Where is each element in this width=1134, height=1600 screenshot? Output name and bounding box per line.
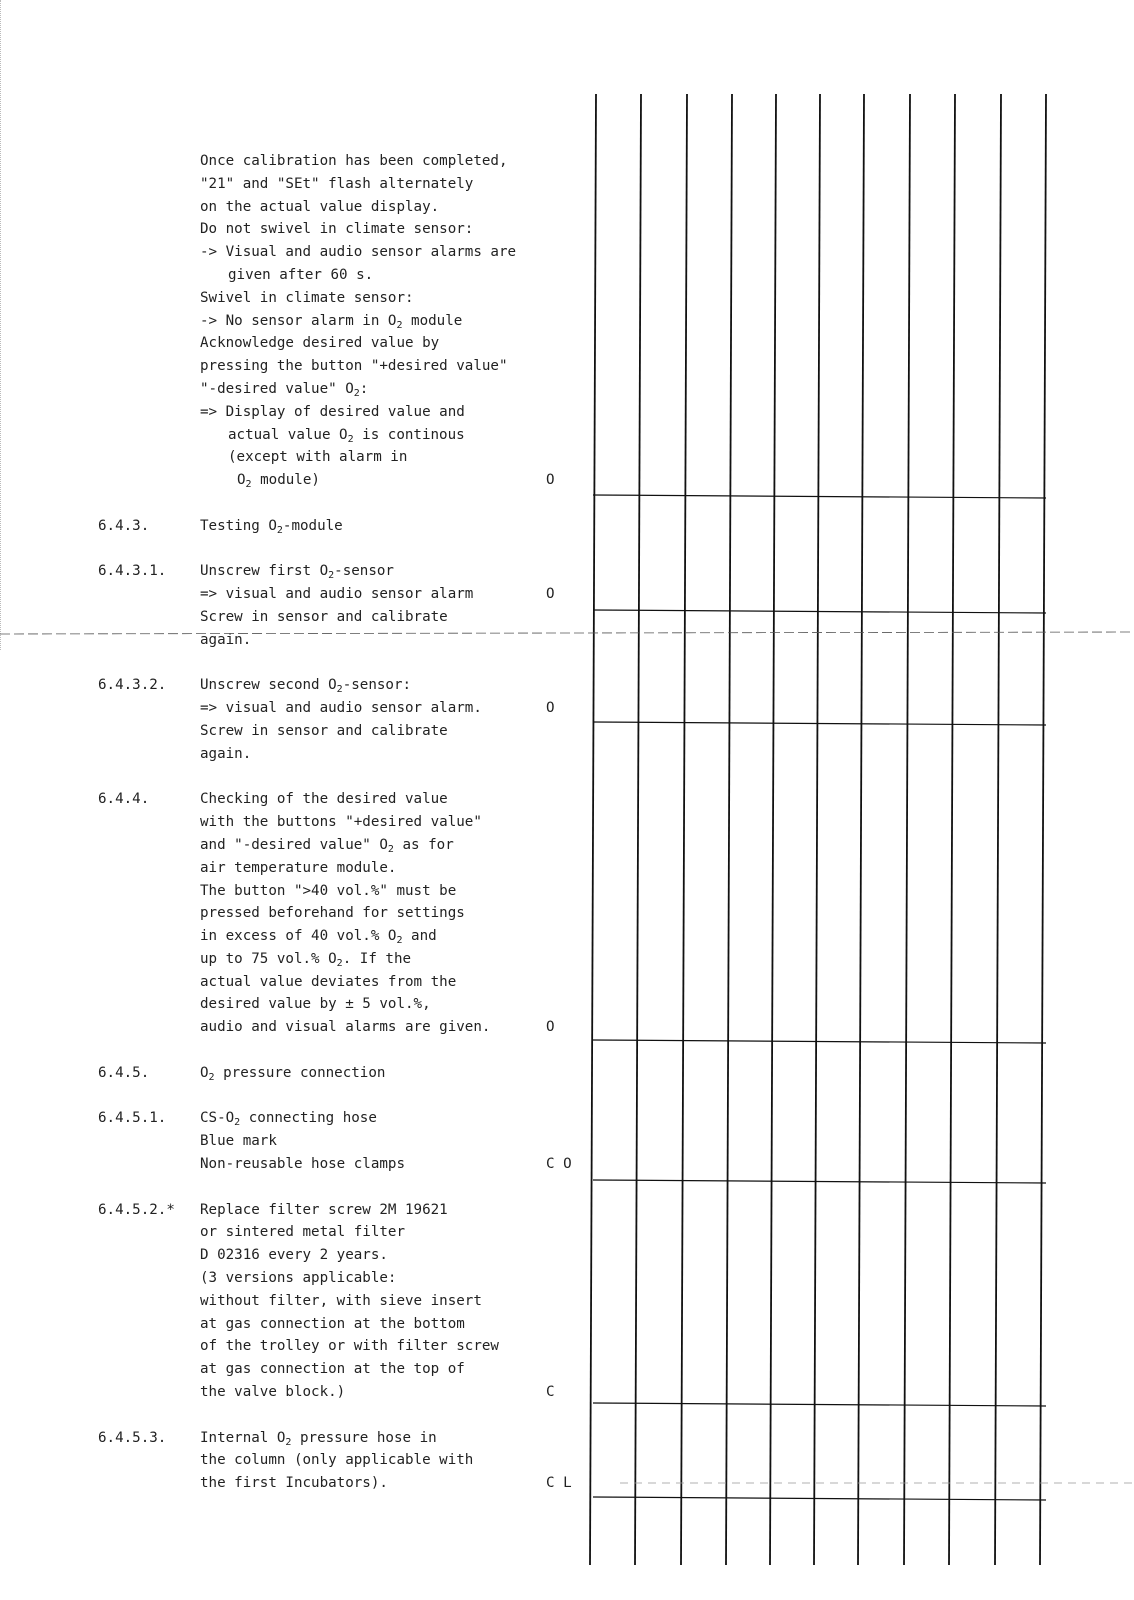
subscript: 2 bbox=[276, 524, 283, 536]
section-number: 6.4.5.3. bbox=[98, 1429, 167, 1446]
text-segment: and "-desired value" O bbox=[200, 836, 388, 853]
text-segment: O bbox=[200, 1064, 209, 1081]
text-segment: up to 75 vol.% O bbox=[200, 950, 337, 967]
check-code: C O bbox=[546, 1156, 572, 1173]
section-number: 6.4.3. bbox=[98, 517, 150, 534]
line-text: again. bbox=[200, 631, 252, 648]
line-text: the first Incubators). bbox=[200, 1475, 388, 1492]
line-text: without filter, with sieve insert bbox=[200, 1292, 482, 1309]
line-text: again. bbox=[200, 745, 252, 762]
line-text: the valve block.) bbox=[200, 1384, 346, 1401]
line-text: at gas connection at the bottom bbox=[200, 1315, 465, 1332]
section-number: 6.4.5.1. bbox=[98, 1110, 167, 1127]
section-number: 6.4.3.1. bbox=[98, 563, 167, 580]
text-segment: -sensor bbox=[334, 563, 394, 580]
grid-row-line bbox=[593, 1040, 1046, 1043]
line-text: => visual and audio sensor alarm bbox=[200, 586, 474, 603]
line-text: The button ">40 vol.%" must be bbox=[200, 882, 457, 899]
line-text: Checking of the desired value bbox=[200, 791, 448, 808]
line-text: on the actual value display. bbox=[200, 198, 440, 215]
check-code: O bbox=[546, 700, 555, 717]
subscript: 2 bbox=[353, 387, 360, 399]
text-segment: : bbox=[359, 380, 369, 397]
subscript: 2 bbox=[347, 433, 354, 445]
text-segment: pressure connection bbox=[214, 1064, 386, 1081]
subscript: 2 bbox=[285, 1436, 292, 1448]
subscript: 2 bbox=[245, 479, 252, 491]
line-text: D 02316 every 2 years. bbox=[200, 1247, 388, 1264]
grid-column-line bbox=[635, 94, 641, 1565]
grid-column-line bbox=[995, 94, 1001, 1565]
line-text: "21" and "SEt" flash alternately bbox=[200, 175, 474, 192]
text-segment: module bbox=[402, 312, 463, 329]
grid-row-line bbox=[593, 1497, 1046, 1500]
grid-column-line bbox=[858, 94, 864, 1565]
fold-line bbox=[0, 632, 1134, 634]
line-text: audio and visual alarms are given. bbox=[200, 1019, 491, 1036]
grid-column-line bbox=[1040, 94, 1046, 1565]
grid-column-line bbox=[681, 94, 687, 1565]
line-text: => Display of desired value and bbox=[200, 403, 465, 420]
subscript: 2 bbox=[336, 957, 343, 969]
text-segment: Internal O bbox=[200, 1429, 286, 1446]
text-segment: Unscrew first O bbox=[200, 563, 329, 580]
line-text: the column (only applicable with bbox=[200, 1452, 474, 1469]
line-text: of the trolley or with filter screw bbox=[200, 1338, 499, 1355]
check-code: C L bbox=[546, 1475, 572, 1492]
text-segment: in excess of 40 vol.% O bbox=[200, 928, 397, 945]
line-text: Acknowledge desired value by bbox=[200, 335, 440, 352]
line-text: Do not swivel in climate sensor: bbox=[200, 221, 474, 238]
line-text: (except with alarm in bbox=[228, 449, 408, 466]
text-segment: -> No sensor alarm in O bbox=[200, 312, 397, 329]
line-text: => visual and audio sensor alarm. bbox=[200, 700, 482, 717]
line-text: or sintered metal filter bbox=[200, 1224, 405, 1241]
subscript: 2 bbox=[328, 570, 335, 582]
text-segment: O bbox=[237, 472, 246, 489]
text-segment: Testing O bbox=[200, 517, 277, 534]
grid-column-line bbox=[726, 94, 732, 1565]
subscript: 2 bbox=[234, 1117, 241, 1129]
text-segment: "-desired value" O bbox=[200, 380, 354, 397]
grid-row-line bbox=[593, 610, 1046, 613]
grid-row-line bbox=[593, 1180, 1046, 1183]
text-segment: connecting hose bbox=[240, 1110, 377, 1127]
line-text: Swivel in climate sensor: bbox=[200, 289, 414, 306]
text-segment: and bbox=[402, 928, 437, 945]
section-number: 6.4.5.2.* bbox=[98, 1201, 175, 1218]
text-segment: . If the bbox=[342, 950, 412, 967]
line-text: actual value deviates from the bbox=[200, 973, 457, 990]
text-segment: actual value O bbox=[228, 426, 348, 443]
line-text: Replace filter screw 2M 19621 bbox=[200, 1201, 448, 1218]
line-text: pressed beforehand for settings bbox=[200, 905, 465, 922]
check-code: O bbox=[546, 586, 555, 603]
line-text: air temperature module. bbox=[200, 859, 397, 876]
text-segment: -module bbox=[282, 517, 343, 534]
subscript: 2 bbox=[396, 319, 403, 331]
section-number: 6.4.3.2. bbox=[98, 677, 167, 694]
subscript: 2 bbox=[336, 684, 343, 696]
text-segment: module) bbox=[251, 472, 320, 489]
grid-column-line bbox=[814, 94, 820, 1565]
line-text: with the buttons "+desired value" bbox=[200, 814, 482, 831]
section-number: 6.4.5. bbox=[98, 1064, 150, 1081]
grid-column-line bbox=[904, 94, 910, 1565]
line-text: Screw in sensor and calibrate bbox=[200, 722, 448, 739]
line-text: at gas connection at the top of bbox=[200, 1361, 465, 1378]
check-code: O bbox=[546, 472, 555, 489]
subscript: 2 bbox=[387, 843, 394, 855]
text-segment: is continous bbox=[353, 426, 465, 443]
line-text: Non-reusable hose clamps bbox=[200, 1156, 405, 1173]
grid-column-line bbox=[949, 94, 955, 1565]
grid-row-line bbox=[593, 722, 1046, 725]
grid-row-line bbox=[593, 495, 1046, 498]
line-text: desired value by ± 5 vol.%, bbox=[200, 996, 431, 1013]
check-code: C bbox=[546, 1384, 555, 1401]
section-number: 6.4.4. bbox=[98, 791, 150, 808]
text-segment: Unscrew second O bbox=[200, 677, 337, 694]
subscript: 2 bbox=[208, 1071, 215, 1083]
grid-column-line bbox=[590, 94, 596, 1565]
line-text: pressing the button "+desired value" bbox=[200, 358, 508, 375]
text-segment: pressure hose in bbox=[291, 1429, 437, 1446]
text-segment: CS-O bbox=[200, 1110, 235, 1127]
line-text: -> Visual and audio sensor alarms are bbox=[200, 244, 517, 261]
grid-row-line bbox=[593, 1403, 1046, 1406]
line-text: Screw in sensor and calibrate bbox=[200, 608, 448, 625]
check-code: O bbox=[546, 1019, 555, 1036]
line-text: Once calibration has been completed, bbox=[200, 153, 508, 169]
grid-column-line bbox=[770, 94, 776, 1565]
text-segment: as for bbox=[393, 836, 454, 853]
line-text: given after 60 s. bbox=[228, 266, 374, 283]
line-text: (3 versions applicable: bbox=[200, 1270, 397, 1287]
line-text: Blue mark bbox=[200, 1133, 277, 1150]
text-segment: -sensor: bbox=[342, 677, 412, 694]
subscript: 2 bbox=[396, 935, 403, 947]
